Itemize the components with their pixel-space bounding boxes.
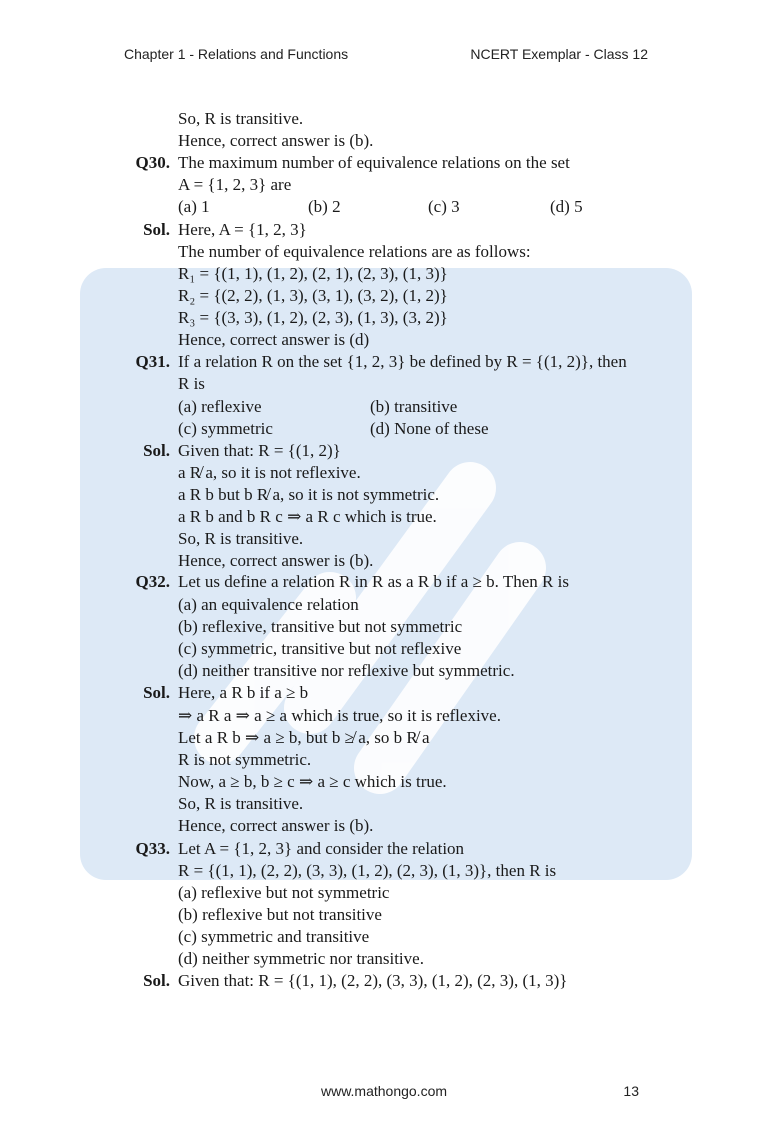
text-line: R₁ = {(1, 1), (1, 2), (2, 1), (2, 3), (1, 3)}	[178, 264, 448, 283]
question-label: Q30.	[135, 153, 170, 172]
text-line: R is	[178, 374, 205, 393]
answer-option: (d) None of these	[370, 419, 489, 438]
text-line: a R b but b R̸ a, so it is not symmetric.	[178, 485, 440, 504]
question-label: Sol.	[143, 971, 170, 990]
text-line: So, R is transitive.	[178, 794, 304, 813]
answer-option: (a) 1	[178, 197, 210, 216]
text-line: Let a R b ⇒ a ≥ b, but b ≱ a, so b R̸ a	[178, 728, 430, 747]
question-label: Sol.	[143, 441, 170, 460]
text-line: If a relation R on the set {1, 2, 3} be defined by R = {(1, 2)}, then	[178, 352, 627, 371]
text-line: R₃ = {(3, 3), (1, 2), (2, 3), (1, 3), (3, 2)}	[178, 308, 448, 327]
question-label: Q33.	[135, 839, 170, 858]
chapter-title: Chapter 1 - Relations and Functions	[124, 46, 349, 62]
text-line: A = {1, 2, 3} are	[178, 175, 292, 194]
answer-option: (d) 5	[550, 197, 583, 216]
text-line: Let A = {1, 2, 3} and consider the relation	[178, 839, 465, 858]
text-line: a R̸ a, so it is not reflexive.	[178, 463, 361, 482]
text-line: R₂ = {(2, 2), (1, 3), (3, 1), (3, 2), (1, 2)}	[178, 286, 448, 305]
answer-option: (b) transitive	[370, 397, 458, 416]
text-line: Let us define a relation R in R as a R b if a ≥ b. Then R is	[178, 572, 569, 591]
text-line: (c) symmetric, transitive but not reflexive	[178, 639, 462, 658]
answer-option: (c) symmetric	[178, 419, 273, 438]
page-number: 13	[623, 1083, 639, 1099]
text-line: a R b and b R c ⇒ a R c which is true.	[178, 507, 437, 526]
answer-option: (c) 3	[428, 197, 460, 216]
text-line: (a) reflexive but not symmetric	[178, 883, 390, 902]
text-line: (c) symmetric and transitive	[178, 927, 370, 946]
text-line: (a) an equivalence relation	[178, 595, 359, 614]
text-line: The number of equivalence relations are as follows:	[178, 242, 531, 261]
text-line: R is not symmetric.	[178, 750, 312, 769]
text-line: Hence, correct answer is (d)	[178, 330, 370, 349]
text-line: Now, a ≥ b, b ≥ c ⇒ a ≥ c which is true.	[178, 772, 447, 791]
book-title: NCERT Exemplar - Class 12	[470, 46, 648, 62]
text-line: Hence, correct answer is (b).	[178, 816, 374, 835]
footer-site: www.mathongo.com	[320, 1083, 448, 1099]
text-line: Given that: R = {(1, 1), (2, 2), (3, 3), (1, 2), (2, 3), (1, 3)}	[178, 971, 568, 990]
question-label: Q31.	[135, 352, 170, 371]
text-line: So, R is transitive.	[178, 529, 304, 548]
text-line: The maximum number of equivalence relations on the set	[178, 153, 570, 172]
text-line: Hence, correct answer is (b).	[178, 131, 374, 150]
answer-option: (a) reflexive	[178, 397, 262, 416]
text-line: (b) reflexive, transitive but not symmetric	[178, 617, 463, 636]
text-line: Here, A = {1, 2, 3}	[178, 220, 307, 239]
text-line: (d) neither symmetric nor transitive.	[178, 949, 424, 968]
text-line: So, R is transitive.	[178, 109, 304, 128]
text-line: (b) reflexive but not transitive	[178, 905, 382, 924]
text-line: (d) neither transitive nor reflexive but symmetric.	[178, 661, 515, 680]
text-line: Given that: R = {(1, 2)}	[178, 441, 341, 460]
text-line: Here, a R b if a ≥ b	[178, 683, 309, 702]
question-label: Q32.	[135, 572, 170, 591]
answer-option: (b) 2	[308, 197, 341, 216]
text-line: Hence, correct answer is (b).	[178, 551, 374, 570]
text-line: ⇒ a R a ⇒ a ≥ a which is true, so it is reflexive.	[178, 706, 501, 725]
text-line: R = {(1, 1), (2, 2), (3, 3), (1, 2), (2, 3), (1, 3)}, then R is	[178, 861, 557, 880]
question-label: Sol.	[143, 220, 170, 239]
question-label: Sol.	[143, 683, 170, 702]
